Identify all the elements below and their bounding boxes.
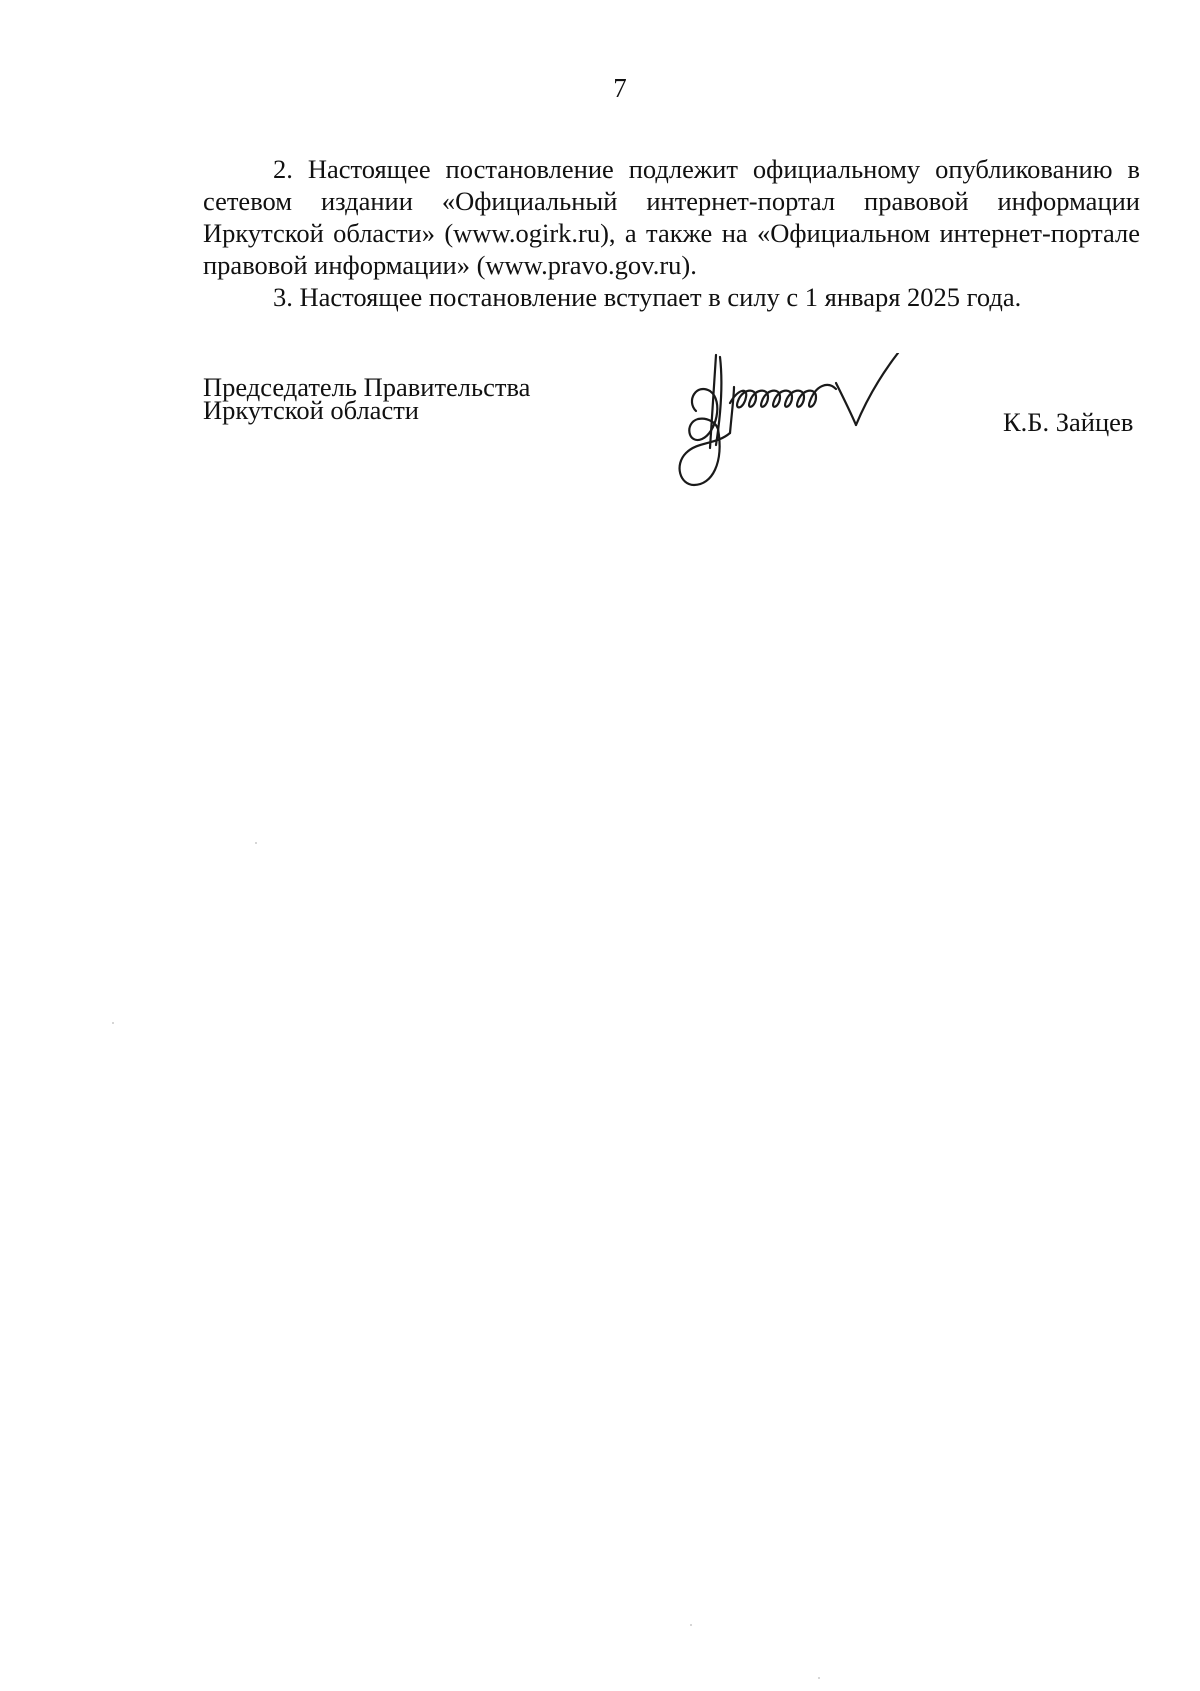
scan-speck: [255, 842, 257, 844]
signer-name: К.Б. Зайцев: [1003, 407, 1134, 437]
signatory-position-line2: Иркутской области: [203, 395, 419, 425]
signatory-position-line1: Председатель Правительства: [203, 372, 531, 402]
paragraph-publication: 2. Настоящее постановление подлежит официальному опубликованию в сетевом издании «Официальный интернет-портал правовой информации Иркутской области» (www.ogirk.ru), а также на «Официальном интернет-портале правовой информации» (www.pravo.gov.ru).: [203, 154, 1140, 280]
scan-speck: [112, 1022, 114, 1024]
page-number: 7: [613, 73, 627, 103]
paragraph-effective-date: 3. Настоящее постановление вступает в силу с 1 января 2025 года.: [273, 282, 1022, 312]
handwritten-signature: [676, 353, 926, 488]
document-body: [203, 153, 1140, 313]
scan-speck: [818, 1677, 820, 1679]
signatory-position: [203, 372, 531, 425]
scan-speck: [690, 1624, 692, 1626]
